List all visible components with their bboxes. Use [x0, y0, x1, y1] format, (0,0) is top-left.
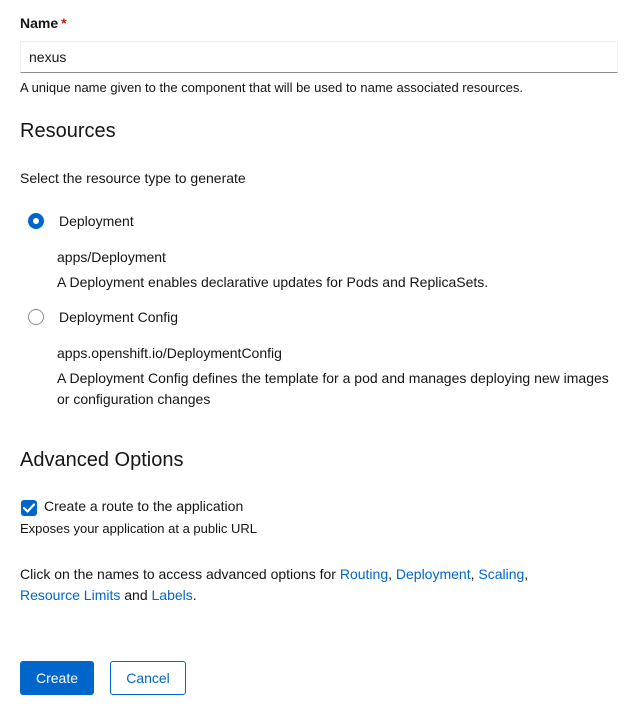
routing-link[interactable]: Routing: [339, 566, 389, 582]
advanced-options-heading: Advanced Options: [20, 449, 184, 471]
cancel-button[interactable]: Cancel: [110, 661, 186, 695]
resource-limits-link[interactable]: Resource Limits: [20, 587, 121, 603]
deployment-description: A Deployment enables declarative updates for Pods and ReplicaSets.: [57, 274, 489, 290]
links-comma-3: ,: [524, 566, 529, 582]
checkmark-icon: [23, 503, 35, 513]
advanced-links-line1: [20, 566, 620, 582]
deployment-api: apps/Deployment: [57, 249, 166, 265]
name-label-text: Name: [20, 15, 59, 31]
resources-prompt: Select the resource type to generate: [20, 170, 246, 186]
labels-link[interactable]: Labels: [151, 587, 193, 603]
create-route-checkbox[interactable]: [21, 500, 37, 516]
advanced-links-prefix: Click on the names to access advanced options for: [20, 566, 340, 582]
deployment-config-description-line1: A Deployment Config defines the template for a pod and manages deploying new images: [57, 370, 609, 386]
radio-deployment[interactable]: [28, 213, 44, 229]
links-comma-1: ,: [388, 566, 396, 582]
create-button[interactable]: Create: [20, 661, 94, 695]
deployment-config-api: apps.openshift.io/DeploymentConfig: [57, 345, 282, 361]
radio-deployment-config[interactable]: [28, 309, 44, 325]
name-helper-text: A unique name given to the component that will be used to name associated resources.: [20, 80, 523, 95]
links-period: .: [192, 587, 197, 603]
advanced-links-line2: [20, 587, 197, 603]
create-route-helper: Exposes your application at a public URL: [20, 521, 258, 536]
links-comma-2: ,: [470, 566, 479, 582]
radio-deployment-label[interactable]: Deployment: [59, 213, 134, 229]
resources-heading: Resources: [20, 120, 116, 142]
create-route-label[interactable]: Create a route to the application: [44, 498, 244, 514]
links-and: and: [120, 587, 152, 603]
name-field-label: [20, 15, 67, 31]
radio-deployment-config-label[interactable]: Deployment Config: [59, 309, 179, 325]
scaling-link[interactable]: Scaling: [478, 566, 525, 582]
deployment-config-description-line2: or configuration changes: [57, 391, 211, 407]
deployment-link[interactable]: Deployment: [395, 566, 471, 582]
required-marker: *: [61, 15, 67, 31]
name-input[interactable]: [20, 41, 618, 73]
